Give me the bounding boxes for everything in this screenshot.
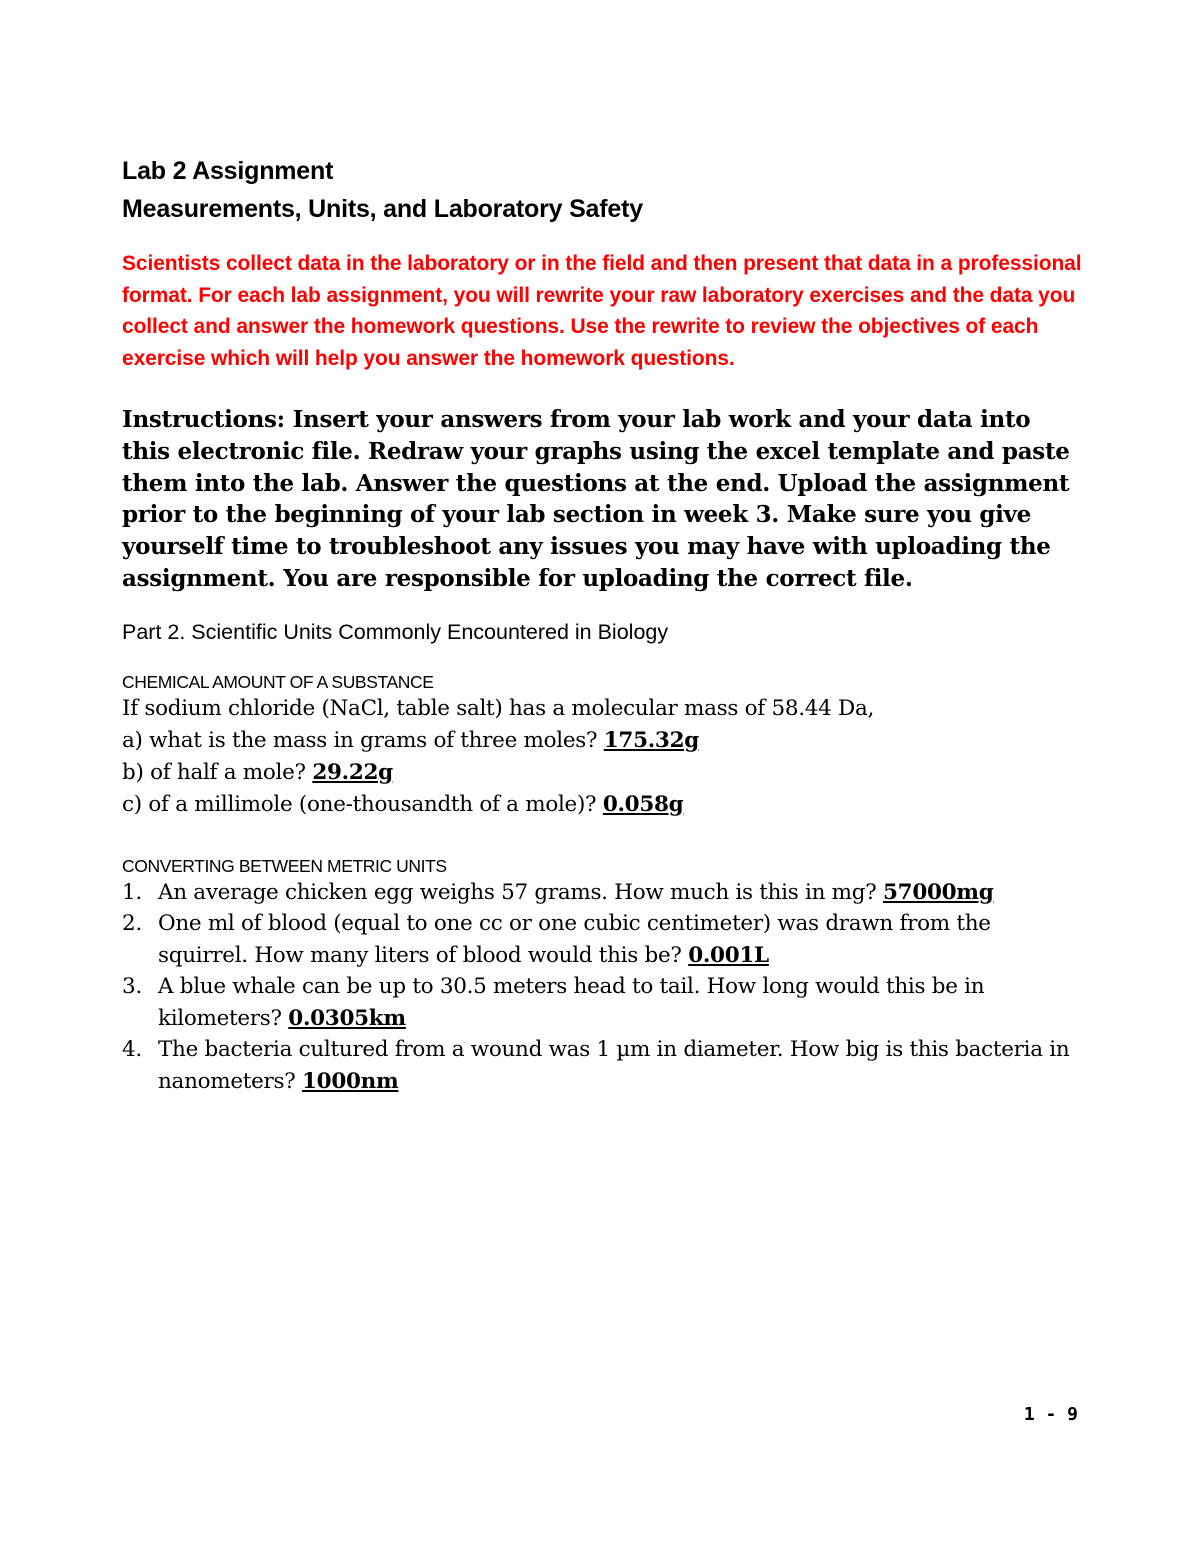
chemical-question-c <box>122 789 1082 821</box>
metric-question-2 <box>122 908 1082 971</box>
answer-text: 0.001L <box>688 942 769 968</box>
page-content <box>122 152 1082 1097</box>
question-text: a) what is the mass in grams of three moles? <box>122 727 604 753</box>
metric-question-3 <box>122 971 1082 1034</box>
metric-question-1 <box>122 877 1082 909</box>
part-heading: Part 2. Scientific Units Commonly Encountered in Biology <box>122 619 669 644</box>
chemical-section-heading: CHEMICAL AMOUNT OF A SUBSTANCE <box>122 671 434 692</box>
question-text: An average chicken egg weighs 57 grams. How much is this in mg? <box>158 879 883 905</box>
metric-question-4 <box>122 1034 1082 1097</box>
chemical-section-prompt: If sodium chloride (NaCl, table salt) has a molecular mass of 58.44 Da, <box>122 695 875 721</box>
answer-text: 0.058g <box>602 791 684 817</box>
answer-text: 29.22g <box>312 759 393 785</box>
question-text: A blue whale can be up to 30.5 meters head to tail. How long would this be in kilometers? <box>158 974 985 1031</box>
answer-text: 57000mg <box>883 879 994 905</box>
list-number: 1. <box>122 879 142 905</box>
page-number: 1 - 9 <box>1023 1404 1078 1425</box>
metric-question-list <box>122 877 1082 1098</box>
intro-paragraph: Scientists collect data in the laboratory or in the field and then present that data in a professional format. For each lab assignment, you will rewrite your raw laboratory exercises and the data you collect and answer the homework questions. Use the rewrite to review the objectives of each exercise which will help you answer the homework questions. <box>122 252 1082 370</box>
chemical-question-b <box>122 757 1082 789</box>
question-text: The bacteria cultured from a wound was 1 µm in diameter. How big is this bacteria in nanometers? <box>158 1037 1070 1094</box>
document-subtitle: Measurements, Units, and Laboratory Safety <box>122 195 643 223</box>
answer-text: 175.32g <box>603 727 699 753</box>
question-text: One ml of blood (equal to one cc or one cubic centimeter) was drawn from the squirrel. How many liters of blood would this be? <box>158 911 991 968</box>
document-title: Lab 2 Assignment <box>122 157 334 185</box>
answer-text: 0.0305km <box>288 1005 406 1031</box>
question-text: c) of a millimole (one-thousandth of a mole)? <box>122 791 603 817</box>
list-number: 4. <box>122 1037 142 1063</box>
metric-section-heading: CONVERTING BETWEEN METRIC UNITS <box>122 855 447 876</box>
list-number: 3. <box>122 974 142 1000</box>
chemical-question-a <box>122 725 1082 757</box>
answer-text: 1000nm <box>302 1068 399 1094</box>
question-text: b) of half a mole? <box>122 759 313 785</box>
list-number: 2. <box>122 911 142 937</box>
instructions-paragraph: Instructions: Insert your answers from your lab work and your data into this electronic file. Redraw your graphs using the excel template and paste them into the lab. Answer the questions at the end. Upload the assignment prior to the beginning of your lab section in week 3. Make sure you give yourself time to troubleshoot any issues you may have with uploading the assignment. You are responsible for uploading the correct file. <box>122 406 1070 592</box>
